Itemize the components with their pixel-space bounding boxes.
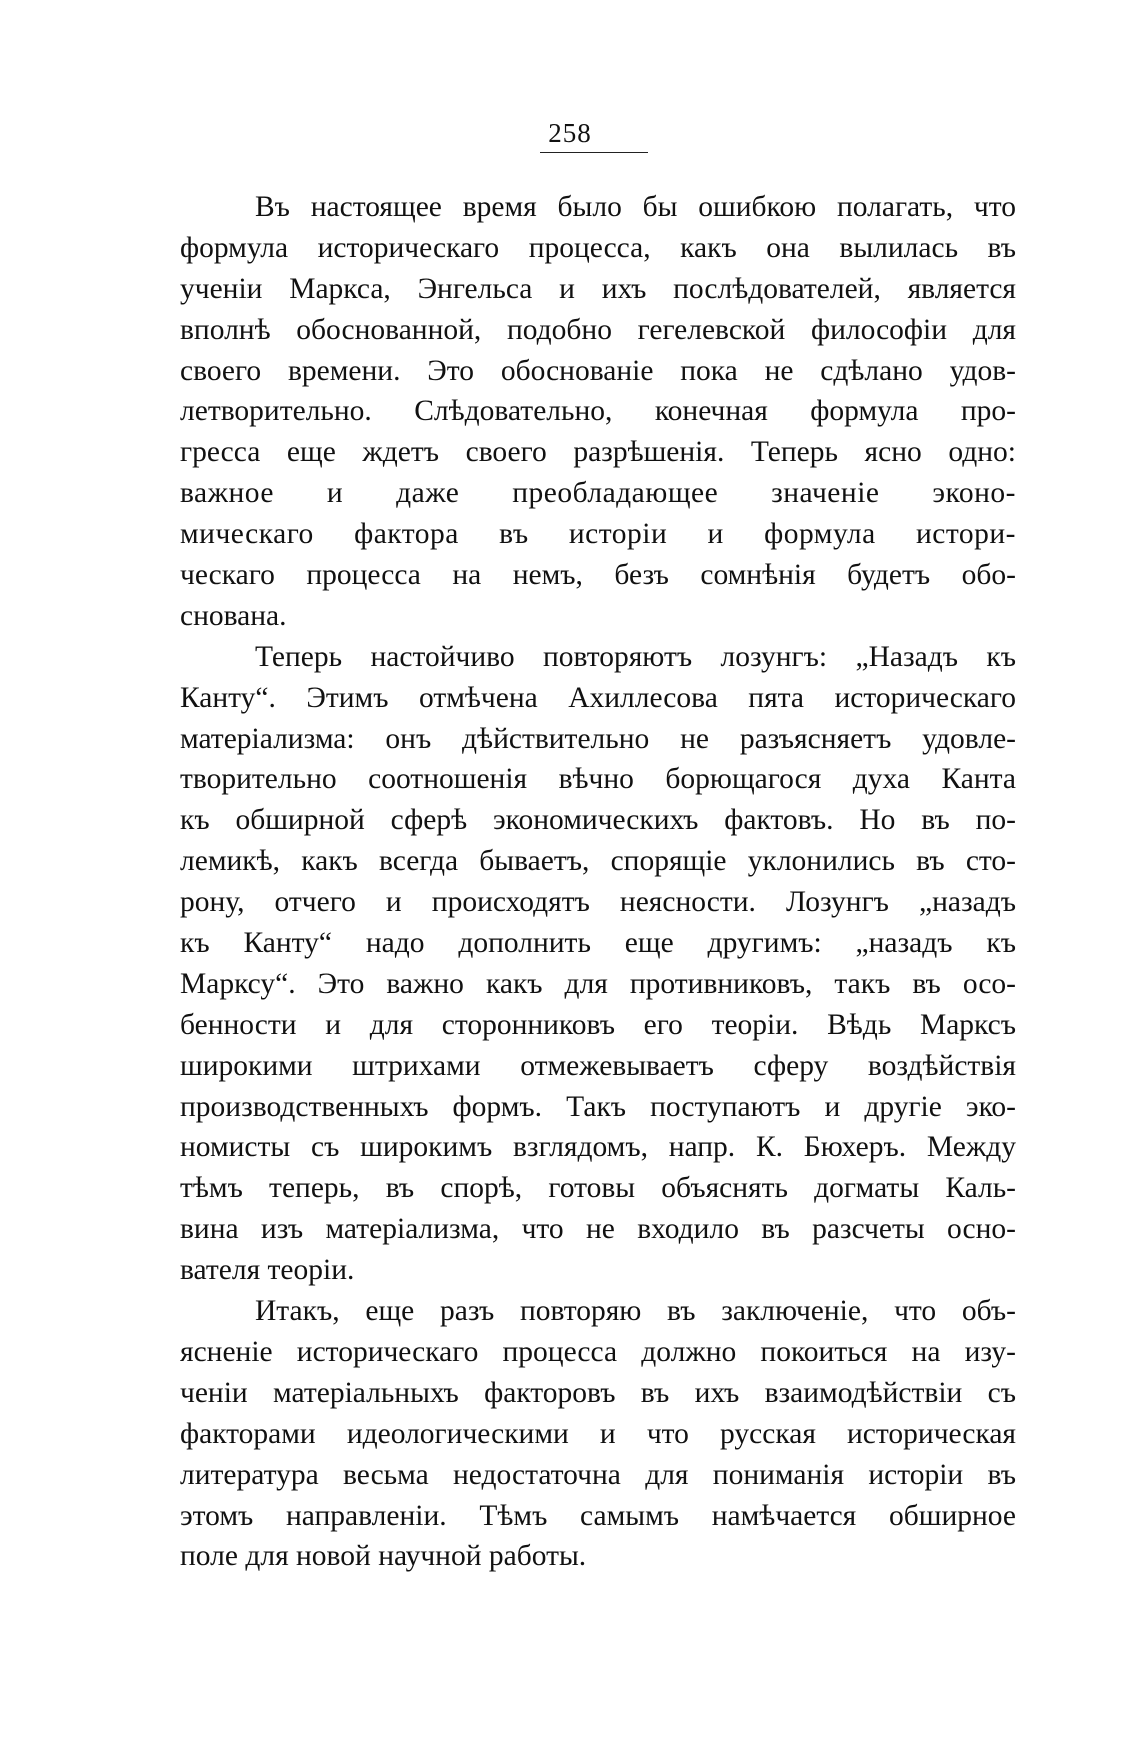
page-number-rule <box>540 152 648 153</box>
paragraph-1-line: мическаго фактора въ исторіи и формула истори- <box>180 518 1016 551</box>
paragraph-2-line: широкими штрихами отмежевываетъ сферу воздѣйствія <box>180 1049 1016 1082</box>
paragraph-2-line: творительно соотношенія вѣчно борющагося духа Канта <box>180 763 1016 796</box>
paragraph-3-line: Итакъ, еще разъ повторяю въ заключеніе, что объ- <box>255 1295 1016 1328</box>
paragraph-2-line: тѣмъ теперь, въ спорѣ, готовы объяснять догматы Каль- <box>180 1172 1016 1205</box>
paragraph-3-line: ясненіе историческаго процесса должно покоиться на изу- <box>180 1335 1016 1368</box>
paragraph-1-line: важное и даже преобладающее значеніе эконо- <box>180 477 1016 510</box>
paragraph-2-line: къ Канту“ надо дополнить еще другимъ: „назадъ къ <box>180 927 1016 960</box>
paragraph-2-line: лемикѣ, какъ всегда бываетъ, спорящіе уклонились въ сто- <box>180 845 1016 878</box>
paragraph-3-line: факторами идеологическими и что русская историческая <box>180 1417 1016 1450</box>
paragraph-2-line: Марксу“. Это важно какъ для противниковъ, такъ въ осо- <box>180 967 1016 1000</box>
paragraph-1-line: своего времени. Это обоснованіе пока не сдѣлано удов- <box>180 354 1016 387</box>
paragraph-2-line: Канту“. Этимъ отмѣчена Ахиллесова пята историческаго <box>180 681 1016 714</box>
paragraph-1-line: ческаго процесса на немъ, безъ сомнѣнія будетъ обо- <box>180 559 1016 592</box>
paragraph-2-line: къ обширной сферѣ экономическихъ фактовъ. Но въ по- <box>180 804 1016 837</box>
body-text <box>180 187 1016 1577</box>
paragraph-2-line: производственныхъ формъ. Такъ поступаютъ и другіе эко- <box>180 1090 1016 1123</box>
paragraph-3-line: поле для новой научной работы. <box>180 1540 587 1573</box>
paragraph-2-line: рону, отчего и происходятъ неясности. Лозунгъ „назадъ <box>180 886 1016 919</box>
paragraph-2-line: вателя теоріи. <box>180 1254 355 1287</box>
paragraph-1-line: ученіи Маркса, Энгельса и ихъ послѣдователей, является <box>180 272 1016 305</box>
paragraph-1-line: снована. <box>180 599 287 632</box>
paragraph-1-line: летворительно. Слѣдовательно, конечная формула про- <box>180 395 1016 428</box>
paragraph-2-line: Теперь настойчиво повторяютъ лозунгъ: „Назадъ къ <box>255 640 1016 673</box>
paragraph-3-line: ченіи матеріальныхъ факторовъ въ ихъ взаимодѣйствіи съ <box>180 1376 1016 1409</box>
paragraph-2-line: матеріализма: онъ дѣйствительно не разъясняетъ удовле- <box>180 722 1016 755</box>
paragraph-2-line: бенности и для сторонниковъ его теоріи. Вѣдь Марксъ <box>180 1008 1016 1041</box>
paragraph-1-line: гресса еще ждетъ своего разрѣшенія. Теперь ясно одно: <box>180 436 1016 469</box>
paragraph-2-line: номисты съ широкимъ взглядомъ, напр. К. Бюхеръ. Между <box>180 1131 1016 1164</box>
paragraph-1-line: формула историческаго процесса, какъ она вылилась въ <box>180 231 1016 264</box>
page-number: 258 <box>548 118 592 148</box>
paragraph-2-line: вина изъ матеріализма, что не входило въ разсчеты осно- <box>180 1213 1016 1246</box>
paragraph-3-line: литература весьма недостаточна для пониманія исторіи въ <box>180 1458 1016 1491</box>
paragraph-1-line: Въ настоящее время было бы ошибкою полагать, что <box>255 191 1016 223</box>
paragraph-3-line: этомъ направленіи. Тѣмъ самымъ намѣчается обширное <box>180 1499 1016 1532</box>
paragraph-1-line: вполнѣ обоснованной, подобно гегелевской философіи для <box>180 313 1016 346</box>
